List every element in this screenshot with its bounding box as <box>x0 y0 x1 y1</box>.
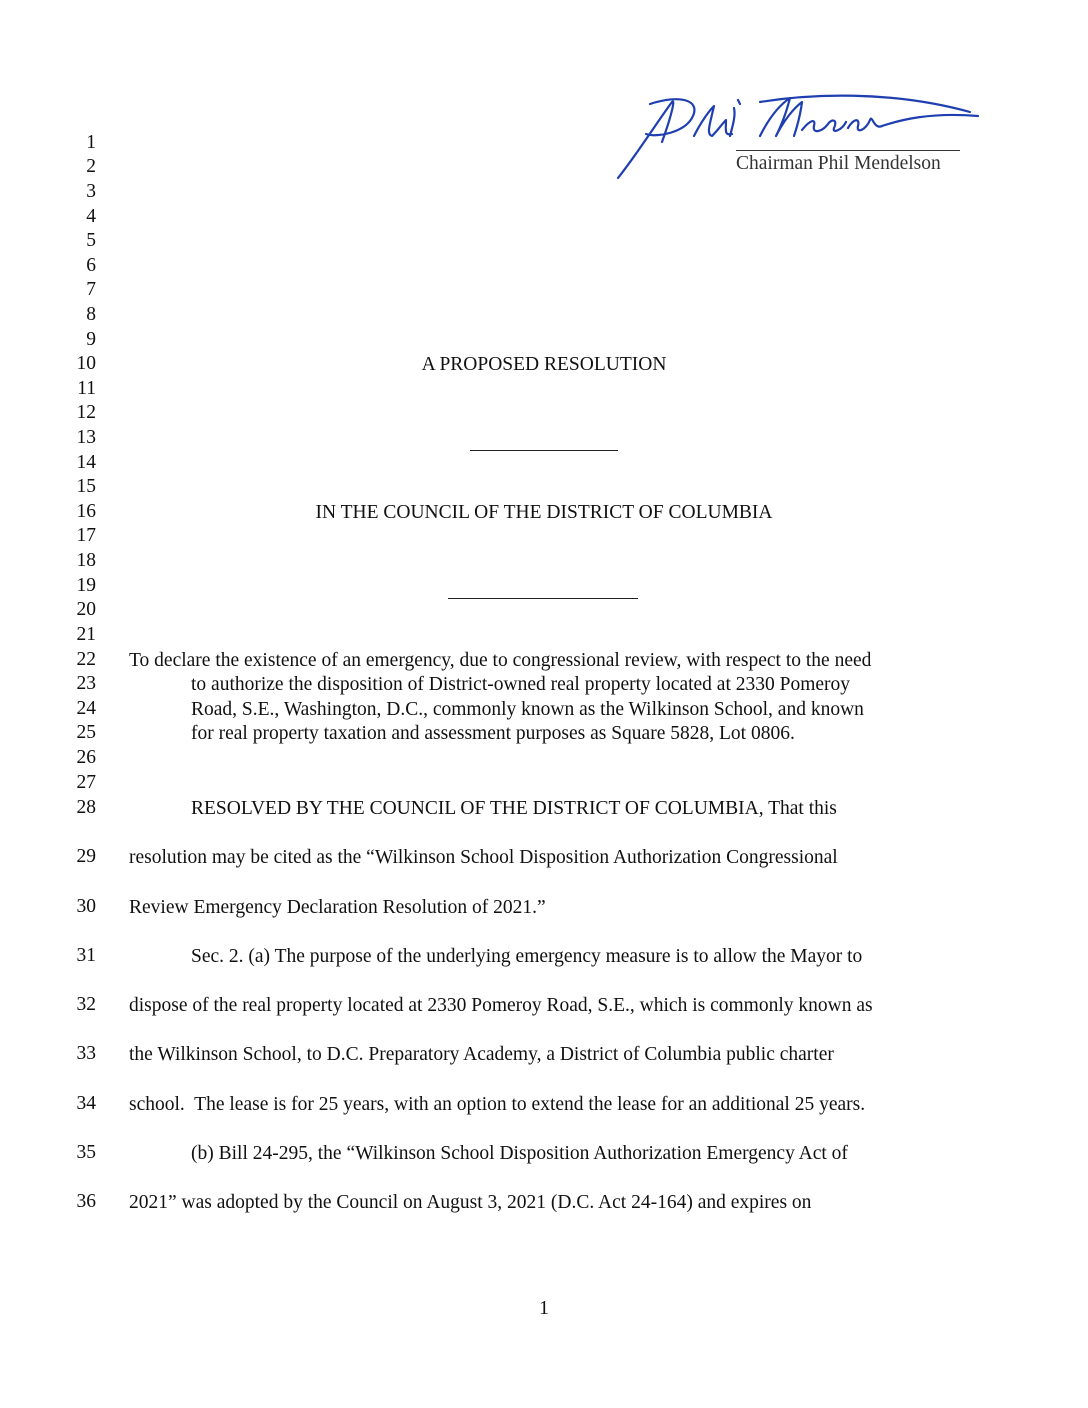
line-number: 8 <box>86 304 96 325</box>
line-number: 26 <box>76 747 96 768</box>
line-number: 15 <box>76 476 96 497</box>
line-number: 21 <box>76 624 96 645</box>
line-number: 24 <box>76 698 96 719</box>
line-number: 33 <box>76 1043 96 1064</box>
line-number: 34 <box>76 1093 96 1114</box>
preamble-line: To declare the existence of an emergency, due to congressional review, with respect to the need <box>129 650 872 671</box>
line-number: 16 <box>76 501 96 522</box>
line-number: 9 <box>86 329 96 350</box>
body-line: the Wilkinson School, to D.C. Preparatory Academy, a District of Columbia public charter <box>129 1044 834 1065</box>
line-number: 4 <box>86 206 96 227</box>
line-number: 10 <box>76 353 96 374</box>
page-number: 1 <box>539 1297 549 1319</box>
line-number: 11 <box>77 378 96 399</box>
preamble-line: to authorize the disposition of District-owned real property located at 2330 Pomeroy <box>191 674 851 695</box>
council-rule <box>448 598 638 599</box>
body-line: dispose of the real property located at 2330 Pomeroy Road, S.E., which is commonly known as <box>129 995 873 1016</box>
signature-line <box>736 150 960 151</box>
line-number: 35 <box>76 1142 96 1163</box>
line-number: 30 <box>76 896 96 917</box>
line-number: 25 <box>76 722 96 743</box>
line-number: 1 <box>86 132 96 153</box>
line-number: 13 <box>76 427 96 448</box>
line-number: 6 <box>86 255 96 276</box>
line-number: 2 <box>86 156 96 177</box>
line-number: 31 <box>76 945 96 966</box>
line-number: 27 <box>76 772 96 793</box>
line-number: 7 <box>86 279 96 300</box>
line-number: 22 <box>76 649 96 670</box>
body-line: Review Emergency Declaration Resolution of 2021.” <box>129 897 546 918</box>
signatory-name: Chairman Phil Mendelson <box>736 153 941 174</box>
line-number: 18 <box>76 550 96 571</box>
line-number: 17 <box>76 525 96 546</box>
line-number: 3 <box>86 181 96 202</box>
line-number: 23 <box>76 673 96 694</box>
line-number: 36 <box>76 1191 96 1212</box>
line-number: 32 <box>76 994 96 1015</box>
line-number: 12 <box>76 402 96 423</box>
body-line: school. The lease is for 25 years, with an option to extend the lease for an additional 25 years. <box>129 1094 866 1115</box>
line-number: 19 <box>76 575 96 596</box>
body-line: RESOLVED BY THE COUNCIL OF THE DISTRICT OF COLUMBIA, That this <box>191 798 837 819</box>
preamble-line: for real property taxation and assessment purposes as Square 5828, Lot 0806. <box>191 723 795 744</box>
body-line: resolution may be cited as the “Wilkinson School Disposition Authorization Congressional <box>129 847 838 868</box>
title-rule <box>470 450 618 451</box>
preamble-line: Road, S.E., Washington, D.C., commonly known as the Wilkinson School, and known <box>191 699 864 720</box>
council-heading: IN THE COUNCIL OF THE DISTRICT OF COLUMBIA <box>315 502 773 523</box>
body-line: Sec. 2. (a) The purpose of the underlying emergency measure is to allow the Mayor to <box>191 946 863 967</box>
line-number: 14 <box>76 452 96 473</box>
line-number: 28 <box>76 797 96 818</box>
body-line: 2021” was adopted by the Council on August 3, 2021 (D.C. Act 24-164) and expires on <box>129 1192 812 1213</box>
body-line: (b) Bill 24-295, the “Wilkinson School Disposition Authorization Emergency Act of <box>191 1143 848 1164</box>
line-number: 29 <box>76 846 96 867</box>
line-number: 20 <box>76 599 96 620</box>
line-number: 5 <box>86 230 96 251</box>
document-title: A PROPOSED RESOLUTION <box>421 354 667 375</box>
